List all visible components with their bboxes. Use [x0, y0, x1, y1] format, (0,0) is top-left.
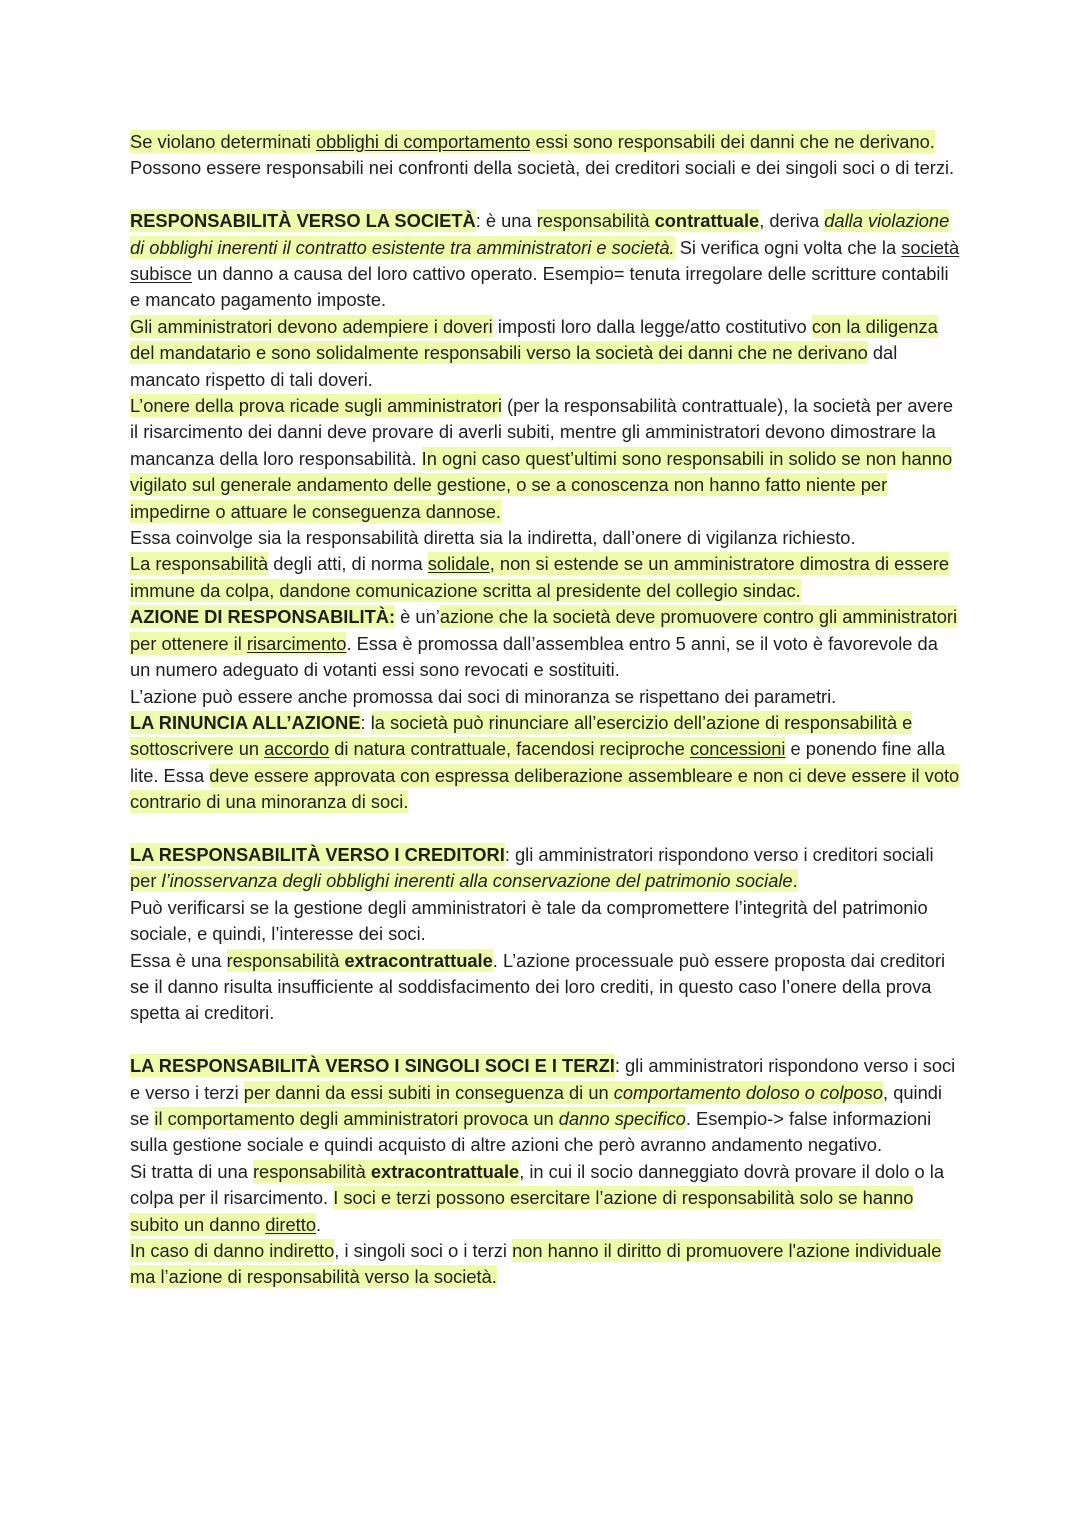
document-page	[130, 129, 960, 1291]
highlighted-text: responsabilità	[226, 949, 345, 971]
text-run: dal mancato rispetto di tali doveri.	[130, 342, 898, 390]
text-run: (per la responsabilità contrattuale), la società per avere il risarcimento dei danni deve provare di averli subiti, mentre gli amministratori devono dimostrare la mancanza della loro responsabilità.	[130, 395, 954, 469]
italic-text: comportamento doloso o colposo	[613, 1081, 884, 1103]
text-run: . Essa è promossa dall’assemblea entro 5 anni, se il voto è favorevole da un numero adeguato di votanti essi sono revocati e sostituiti.	[130, 632, 938, 681]
text-run: Può verificarsi se la gestione degli amministratori è tale da compromettere l’integrità del patrimonio sociale, e quindi, l’interesse dei soci.	[130, 896, 928, 945]
highlighted-text: essi sono responsabili dei danni che ne derivano.	[530, 131, 935, 152]
paragraph	[130, 1238, 960, 1291]
highlighted-text: per	[130, 870, 162, 892]
text-run: degli atti, di norma	[268, 553, 428, 575]
paragraph	[130, 208, 960, 314]
text-run: . Esempio-> false informazioni sulla gestione sociale e quindi acquisto di altre azioni che però avranno andamento negativo.	[130, 1107, 932, 1156]
highlighted-text: I soci e terzi possono esercitare l’azione di responsabilità solo se hanno subito un danno	[130, 1187, 914, 1235]
paragraph	[130, 1053, 960, 1159]
highlighted-text: il comportamento degli amministratori provoca un	[154, 1107, 559, 1129]
text-run: è un’	[395, 606, 440, 628]
text-run: Si tratta di una	[130, 1160, 253, 1182]
text-run: un danno a causa del loro cattivo operato. Esempio= tenuta irregolare delle scritture contabili e mancato pagamento imposte.	[130, 263, 949, 311]
underlined-text: concessioni	[689, 738, 786, 760]
text-run: Essa è una	[130, 949, 227, 971]
highlighted-text: .	[792, 870, 798, 892]
italic-text: dalla violazione di obblighi inerenti il contratto esistente tra amministratori e società.	[130, 210, 950, 258]
highlighted-text: di natura contrattuale, facendosi reciproche	[329, 738, 690, 760]
highlighted-text: deve essere approvata con espressa deliberazione assembleare e non ci deve essere il voto contrario di una minoranza di soci.	[130, 764, 960, 813]
highlighted-text: azione che la società deve promuovere contro gli amministratori per ottenere il	[130, 606, 958, 654]
text-run: e ponendo fine alla lite. Essa	[130, 738, 946, 786]
paragraph-spacer	[130, 182, 960, 208]
highlighted-text: per danni da essi subiti in conseguenza di un	[243, 1081, 614, 1103]
paragraph	[130, 129, 960, 182]
highlighted-text: L’onere della prova ricade sugli amministratori	[130, 395, 502, 417]
highlighted-text: la società può rinunciare all’esercizio dell’azione di responsabilità e sottoscrivere un	[130, 711, 913, 760]
paragraph-spacer	[130, 816, 960, 842]
text-run: Essa coinvolge sia la responsabilità diretta sia la indiretta, dall’onere di vigilanza richiesto.	[130, 527, 856, 549]
text-run: .	[316, 1213, 322, 1235]
text-run: , deriva	[759, 210, 825, 232]
text-run: :	[360, 711, 371, 733]
text-run: : gli amministratori rispondono verso i soci e verso i terzi	[130, 1055, 956, 1103]
paragraph	[130, 314, 960, 393]
paragraph	[130, 551, 960, 604]
highlighted-text: In ogni caso quest’ultimi sono responsabili in solido se non hanno vigilato sul generale andamento delle gestione, o se a conoscenza non hanno fatto niente per impedirne o attuare le conseguenza dannose.	[130, 447, 953, 522]
highlighted-text: responsabilità	[252, 1160, 371, 1182]
text-run: , quindi se	[130, 1081, 942, 1129]
text-run: Possono essere responsabili nei confronti della società, dei creditori sociali e dei singoli soci o di terzi.	[130, 157, 955, 179]
italic-text: l’inosservanza degli obblighi inerenti alla conservazione del patrimonio sociale	[161, 870, 793, 892]
text-run: : gli amministratori rispondono verso i creditori sociali	[504, 843, 934, 865]
bold-text: extracontrattuale	[344, 949, 493, 971]
paragraph	[130, 393, 960, 525]
bold-text: RESPONSABILITÀ VERSO LA SOCIETÀ	[130, 210, 476, 232]
paragraph	[130, 895, 960, 948]
text-run: imposti loro dalla legge/atto costitutivo	[492, 315, 812, 337]
underlined-text: risarcimento	[246, 632, 347, 654]
highlighted-text: non hanno il diritto di promuovere l'azione individuale ma l’azione di responsabilità verso la società.	[130, 1240, 942, 1288]
paragraph	[130, 525, 960, 551]
text-run: , i singoli soci o i terzi	[334, 1240, 513, 1262]
paragraph	[130, 684, 960, 710]
paragraph	[130, 1159, 960, 1238]
underlined-text: diretto	[265, 1213, 317, 1235]
italic-text: danno specifico	[558, 1107, 686, 1129]
highlighted-text: In caso di danno indiretto	[130, 1240, 335, 1262]
bold-text: extracontrattuale	[370, 1160, 520, 1182]
bold-text: LA RINUNCIA ALL’AZIONE	[130, 711, 361, 733]
highlighted-text: responsabilità	[536, 210, 655, 232]
text-run: : è una	[475, 210, 537, 232]
underlined-text: solidale	[427, 553, 490, 575]
highlighted-text: La responsabilità	[130, 553, 269, 575]
bold-text: LA RESPONSABILITÀ VERSO I CREDITORI	[130, 843, 505, 865]
underlined-text: obblighi di comportamento	[315, 131, 531, 152]
text-run: L’azione può essere anche promossa dai soci di minoranza se rispettano dei parametri.	[130, 685, 837, 707]
bold-text: contrattuale	[654, 210, 760, 232]
paragraph	[130, 948, 960, 1027]
paragraph	[130, 604, 960, 683]
text-run: Si verifica ogni volta che la	[674, 236, 902, 258]
highlighted-text: con la diligenza del mandatario e sono solidalmente responsabili verso la società dei danni che ne derivano	[130, 315, 938, 364]
highlighted-text: Se violano determinati	[130, 131, 316, 152]
bold-text: LA RESPONSABILITÀ VERSO I SINGOLI SOCI E I TERZI	[130, 1055, 615, 1077]
text-run: , in cui il socio danneggiato dovrà provare il dolo o la colpa per il risarcimento.	[130, 1160, 944, 1209]
underlined-text: accordo	[264, 738, 330, 760]
highlighted-text: Gli amministratori devono adempiere i doveri	[130, 315, 493, 337]
paragraph-spacer	[130, 1027, 960, 1053]
paragraph	[130, 842, 960, 895]
highlighted-text: , non si estende se un amministratore dimostra di essere immune da colpa, dandone comunicazione scritta al presidente del collegio sindac.	[130, 553, 950, 601]
underlined-text: società subisce	[130, 236, 960, 285]
paragraph	[130, 710, 960, 816]
bold-text: AZIONE DI RESPONSABILITÀ:	[130, 606, 396, 628]
text-run: . L’azione processuale può essere proposta dai creditori se il danno risulta insufficiente al soddisfacimento dei loro crediti, in questo caso l’onere della prova spetta ai creditori.	[130, 949, 946, 1024]
